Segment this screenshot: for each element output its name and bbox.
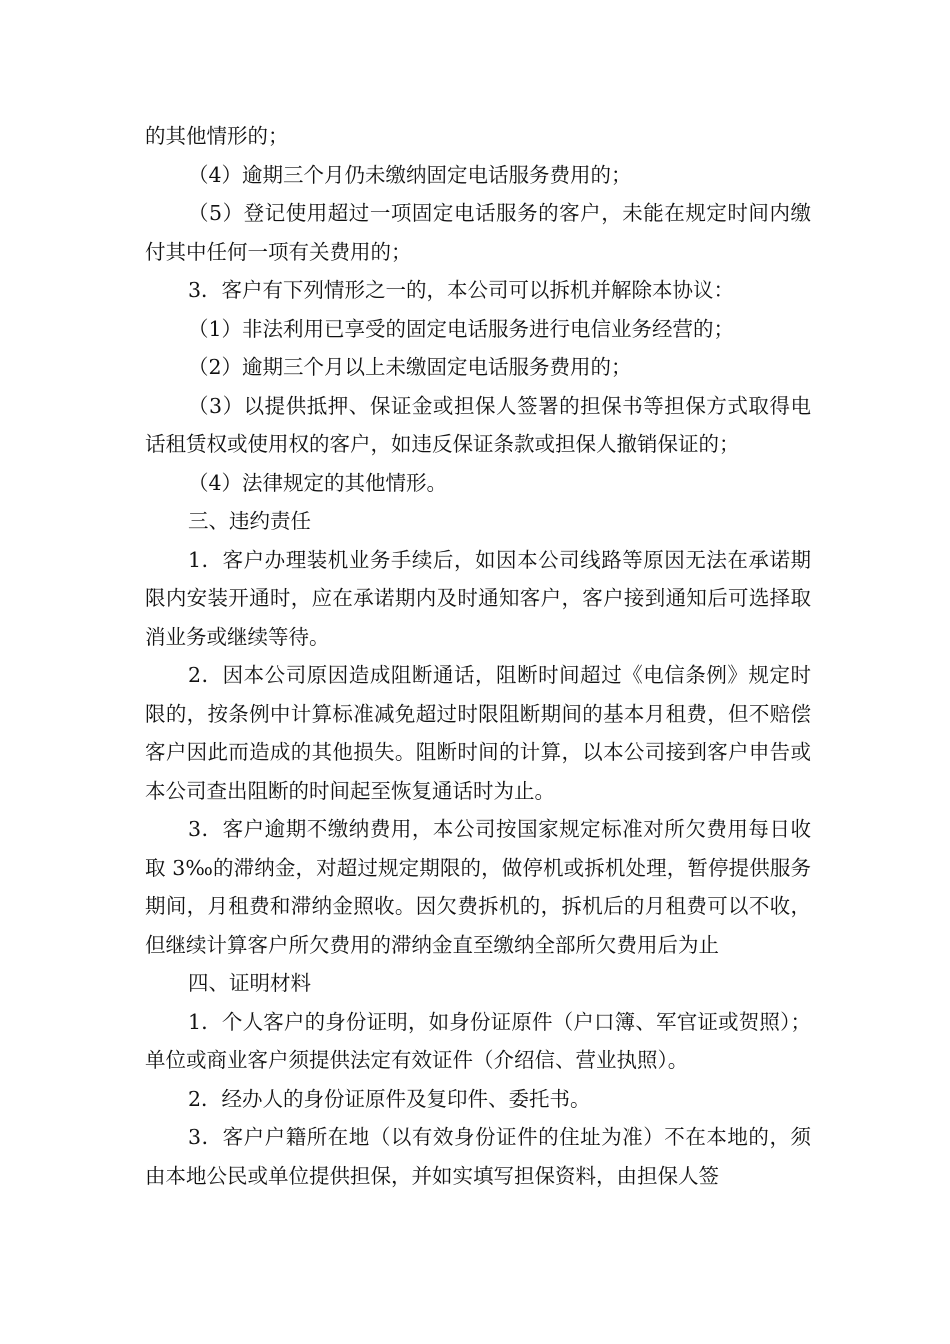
- paragraph: 3．客户户籍所在地（以有效身份证件的住址为准）不在本地的，须由本地公民或单位提供担保，并如实填写担保资料，由担保人签: [145, 1125, 811, 1188]
- paragraph: 2．因本公司原因造成阻断通话，阻断时间超过《电信条例》规定时限的，按条例中计算标准减免超过时限阻断期间的基本月租费，但不赔偿客户因此而造成的其他损失。阻断时间的计算，以本公司接到客户申告或本公司查出阻断的时间起至恢复通话时为止。: [145, 663, 811, 803]
- section-heading: 四、证明材料: [188, 971, 311, 995]
- paragraph: 3．客户有下列情形之一的，本公司可以拆机并解除本协议：: [188, 278, 735, 302]
- paragraph: （3）以提供抵押、保证金或担保人签署的担保书等担保方式取得电话租赁权或使用权的客户，如违反保证条款或担保人撤销保证的；: [145, 393, 811, 456]
- paragraph: 3．客户逾期不缴纳费用，本公司按国家规定标准对所欠费用每日收取 3‰的滞纳金，对超过规定期限的，做停机或拆机处理，暂停提供服务期间，月租费和滞纳金照收。因欠费拆机的，拆机后的月租费可以不收，但继续计算客户所欠费用的滞纳金直至缴纳全部所欠费用后为止: [145, 817, 811, 957]
- paragraph: （1）非法利用已享受的固定电话服务进行电信业务经营的；: [188, 316, 735, 341]
- paragraph: （4）法律规定的其他情形。: [188, 470, 448, 495]
- paragraph: 1．客户办理装机业务手续后，如因本公司线路等原因无法在承诺期限内安装开通时，应在承诺期内及时通知客户，客户接到通知后可选择取消业务或继续等待。: [145, 547, 811, 649]
- section-heading: 三、违约责任: [188, 509, 311, 533]
- paragraph: （5）登记使用超过一项固定电话服务的客户，未能在规定时间内缴付其中任何一项有关费用的；: [145, 201, 811, 264]
- paragraph: （4）逾期三个月仍未缴纳固定电话服务费用的；: [188, 162, 632, 187]
- paragraph: 2．经办人的身份证原件及复印件、委托书。: [188, 1086, 591, 1111]
- paragraph: 的其他情形的；: [145, 124, 289, 148]
- paragraph: （2）逾期三个月以上未缴固定电话服务费用的；: [188, 355, 632, 379]
- document-body: [145, 117, 811, 1195]
- paragraph: 1．个人客户的身份证明，如身份证原件（户口簿、军官证或贺照）；单位或商业客户须提供法定有效证件（介绍信、营业执照）。: [145, 1009, 811, 1072]
